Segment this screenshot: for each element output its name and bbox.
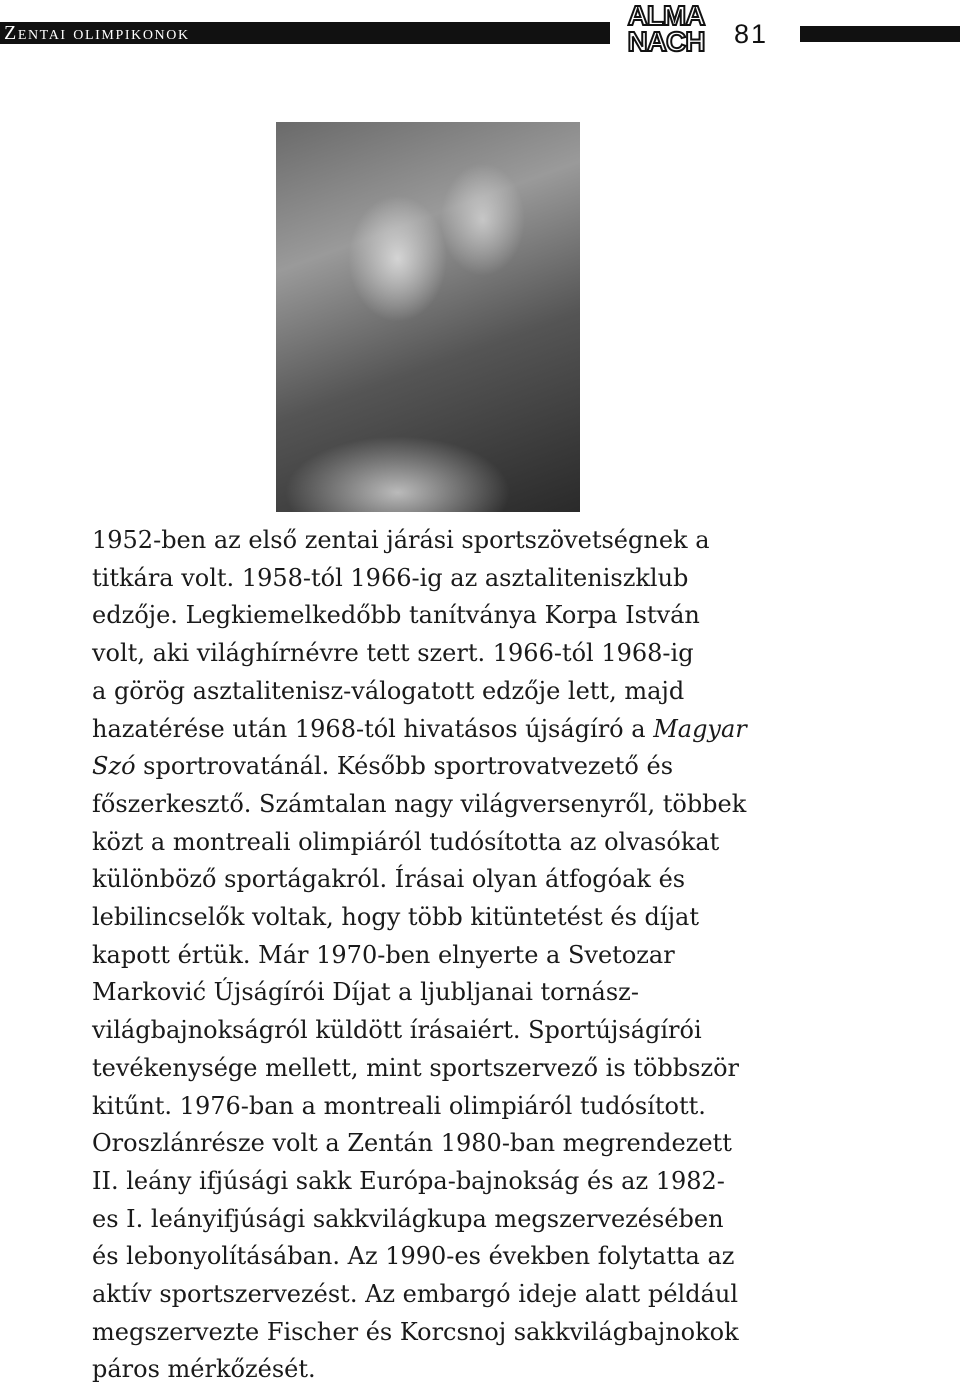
text-line: közt a montreali olimpiáról tudósította az olvasókat bbox=[92, 827, 720, 856]
portrait-photo bbox=[276, 122, 580, 512]
text-line: lebilincselők voltak, hogy több kitüntetést és díjat bbox=[92, 903, 699, 932]
text-line: edzője. Legkiemelkedőbb tanítványa Korpa István bbox=[92, 601, 700, 630]
header-bar-right bbox=[800, 26, 960, 42]
text-line: tevékenysége mellett, mint sportszervező is többször bbox=[92, 1053, 740, 1082]
text-line: es I. leányifjúsági sakkvilágkupa megszervezésében bbox=[92, 1204, 724, 1233]
text-line: kitűnt. 1976-ban a montreali olimpiáról tudósított. bbox=[92, 1091, 706, 1120]
text-line: és lebonyolításában. Az 1990-es években folytatta az bbox=[92, 1242, 735, 1271]
page-header bbox=[0, 0, 960, 60]
text-line: hazatérése után 1968-tól hivatásos újságíró a Magyar bbox=[92, 714, 747, 743]
newspaper-title: Magyar bbox=[653, 714, 747, 743]
text-line: főszerkesztő. Számtalan nagy világversenyről, többek bbox=[92, 789, 747, 818]
text-line: világbajnokságról küldött írásaiért. Sportújságírói bbox=[92, 1016, 702, 1045]
logo-line-1: ALMA bbox=[627, 0, 705, 31]
text-line: volt, aki világhírnévre tett szert. 1966-tól 1968-ig bbox=[92, 639, 694, 668]
body-text bbox=[92, 522, 832, 1389]
page-number: 81 bbox=[734, 19, 769, 49]
newspaper-title: Szó bbox=[92, 752, 136, 781]
text-line: megszervezte Fischer és Korcsnoj sakkvilágbajnokok bbox=[92, 1317, 739, 1346]
running-title: Zentai olimpikonok bbox=[4, 22, 190, 44]
text-line: titkára volt. 1958-tól 1966-ig az asztaliteniszklub bbox=[92, 563, 689, 592]
text-line: II. leány ifjúsági sakk Európa-bajnokság és az 1982- bbox=[92, 1166, 725, 1195]
text-line: kapott értük. Már 1970-ben elnyerte a Svetozar bbox=[92, 940, 675, 969]
text-line: Marković Újságírói Díjat a ljubljanai tornász- bbox=[92, 978, 639, 1007]
text-line: Szó sportrovatánál. Később sportrovatvezető és bbox=[92, 752, 674, 781]
logo-line-2: NACH bbox=[627, 26, 705, 57]
text-line: 1952-ben az első zentai járási sportszövetségnek a bbox=[92, 526, 710, 554]
text-line: különböző sportágakról. Írásai olyan átfogóak és bbox=[92, 865, 686, 894]
text-line: a görög asztalitenisz-válogatott edzője lett, majd bbox=[92, 676, 685, 705]
text-line: aktív sportszervezést. Az embargó ideje alatt például bbox=[92, 1280, 738, 1309]
text-line: Oroszlánrésze volt a Zentán 1980-ban megrendezett bbox=[92, 1129, 732, 1158]
almanach-logo bbox=[620, 0, 712, 57]
text-line: páros mérkőzését. bbox=[92, 1355, 316, 1384]
